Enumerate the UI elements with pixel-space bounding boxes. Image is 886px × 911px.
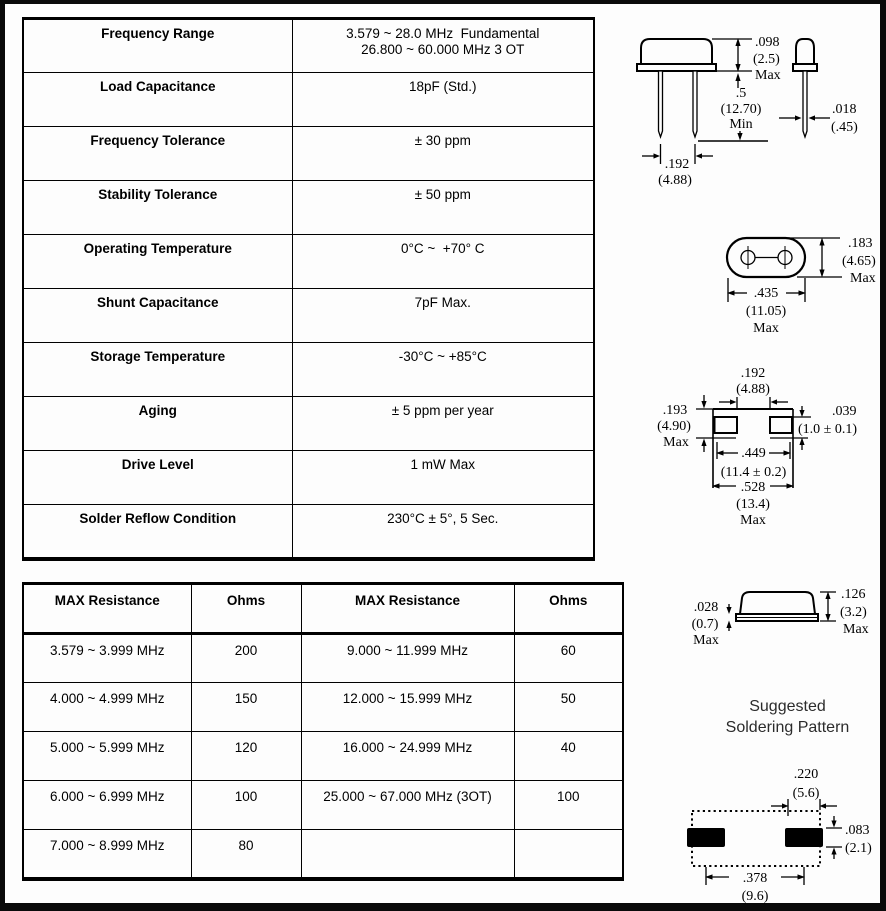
- dim-label: Max: [843, 622, 869, 637]
- soldering-pattern-title: [705, 696, 870, 738]
- lead-pin: [693, 71, 697, 137]
- spec-label: Operating Temperature: [23, 235, 292, 289]
- spec-table: [22, 17, 595, 561]
- spec-label: Storage Temperature: [23, 343, 292, 397]
- dim-label: (9.6): [741, 889, 769, 904]
- spec-value-line: 26.800 ~ 60.000 MHz 3 OT: [361, 42, 525, 57]
- spec-label: Solder Reflow Condition: [23, 505, 292, 559]
- smd-profile-drawing: [630, 582, 885, 662]
- dim-label: .028: [693, 600, 719, 615]
- dim-label: (4.88): [658, 173, 692, 188]
- spec-label: Aging: [23, 397, 292, 451]
- ohms-cell: 120: [191, 732, 301, 781]
- spec-value-line: 3.579 ~ 28.0 MHz Fundamental: [346, 26, 540, 41]
- dim-label: (11.4 ± 0.2): [720, 465, 787, 480]
- spec-value: -30°C ~ +85°C: [292, 343, 594, 397]
- dim-label: .018: [832, 102, 857, 117]
- dim-label: (0.7): [691, 617, 719, 632]
- dim-label: .083: [845, 823, 870, 838]
- dim-label: (4.65): [842, 254, 876, 269]
- dim-label: .5: [735, 86, 747, 101]
- pad-height-dimension: [826, 816, 872, 859]
- spec-label: Shunt Capacitance: [23, 289, 292, 343]
- dim-label: (2.1): [845, 841, 872, 856]
- ohms-cell: 100: [191, 781, 301, 830]
- dim-label: (11.05): [745, 304, 787, 319]
- spec-label: Drive Level: [23, 451, 292, 505]
- freq-range-cell: 7.000 ~ 8.999 MHz: [23, 830, 191, 879]
- spec-value: 1 mW Max: [292, 451, 594, 505]
- crystal-side-view: [793, 39, 817, 137]
- dim-label: Max: [693, 633, 719, 648]
- spec-value: 7pF Max.: [292, 289, 594, 343]
- table-row: [23, 19, 594, 73]
- freq-range-cell: 6.000 ~ 6.999 MHz: [23, 781, 191, 830]
- freq-range-cell: 25.000 ~ 67.000 MHz (3OT): [301, 781, 514, 830]
- table-header-row: [23, 584, 623, 634]
- soldering-pattern-drawing: [630, 759, 885, 909]
- lead-diameter-dimension: [779, 102, 858, 135]
- pattern-outline: [687, 811, 823, 866]
- freq-range-cell: [301, 830, 514, 879]
- solder-pad: [785, 828, 823, 847]
- dim-label: .098: [755, 35, 780, 50]
- dim-label: (12.70): [720, 102, 762, 117]
- column-header: MAX Resistance: [301, 584, 514, 634]
- soldering-pattern-title-line: Suggested: [749, 698, 826, 715]
- freq-range-cell: 12.000 ~ 15.999 MHz: [301, 683, 514, 732]
- dim-label: .378: [742, 871, 768, 886]
- table-row: [23, 683, 623, 732]
- ohms-cell: 150: [191, 683, 301, 732]
- spec-label: Stability Tolerance: [23, 181, 292, 235]
- dim-label: .126: [841, 587, 866, 602]
- column-header: Ohms: [514, 584, 623, 634]
- dim-label: .192: [740, 366, 766, 381]
- pad-width-dimension: [771, 767, 837, 816]
- dim-label: .220: [793, 767, 819, 782]
- bent-lead: [715, 417, 738, 433]
- table-row: [23, 181, 594, 235]
- soldering-pattern-title-line: Soldering Pattern: [725, 719, 850, 736]
- dim-label: (4.88): [736, 382, 770, 397]
- ohms-cell: 60: [514, 634, 623, 683]
- ohms-cell: 40: [514, 732, 623, 781]
- dim-label: (1.0 ± 0.1): [798, 422, 858, 437]
- lead-span-dimension: [716, 442, 791, 480]
- lead-pin: [659, 71, 663, 137]
- spec-value: 230°C ± 5°, 5 Sec.: [292, 505, 594, 559]
- formed-lead-drawing: [630, 362, 885, 534]
- solder-pad: [687, 828, 725, 847]
- crystal-top-view-drawing: [635, 232, 885, 338]
- standoff-dimension: [692, 600, 732, 648]
- spec-value: [292, 19, 594, 73]
- height-dimension: [820, 587, 869, 637]
- lead-spacing-dimension: [642, 144, 713, 188]
- ohms-cell: 100: [514, 781, 623, 830]
- table-row: [23, 343, 594, 397]
- dim-label: .183: [848, 236, 873, 251]
- freq-range-cell: 3.579 ~ 3.999 MHz: [23, 634, 191, 683]
- table-row: [23, 235, 594, 289]
- pad-pitch-dimension: [705, 867, 805, 904]
- freq-range-cell: 4.000 ~ 4.999 MHz: [23, 683, 191, 732]
- dim-label: Max: [753, 321, 779, 336]
- spec-label: Frequency Range: [23, 19, 292, 73]
- dim-label: Max: [755, 68, 781, 83]
- table-row: [23, 289, 594, 343]
- dim-label: (4.90): [657, 419, 691, 434]
- freq-range-cell: 5.000 ~ 5.999 MHz: [23, 732, 191, 781]
- profile-outline: [736, 592, 818, 621]
- column-header: MAX Resistance: [23, 584, 191, 634]
- ohms-cell: 200: [191, 634, 301, 683]
- resistance-table: [22, 582, 624, 881]
- table-row: [23, 73, 594, 127]
- spec-value: ± 50 ppm: [292, 181, 594, 235]
- ohms-cell: [514, 830, 623, 879]
- dim-label: (13.4): [736, 497, 770, 512]
- table-row: [23, 505, 594, 559]
- body-length-dimension: [727, 278, 806, 336]
- overall-length-dimension: [712, 480, 794, 528]
- dim-label: Max: [663, 435, 689, 450]
- spec-value: ± 30 ppm: [292, 127, 594, 181]
- bent-lead: [770, 417, 792, 433]
- column-header: Ohms: [191, 584, 301, 634]
- dim-label: .193: [662, 403, 688, 418]
- dim-label: Max: [850, 271, 876, 286]
- dim-label: .449: [741, 446, 766, 461]
- spec-label: Load Capacitance: [23, 73, 292, 127]
- crystal-package-front-side-drawing: [635, 16, 885, 206]
- dim-label: .192: [664, 157, 690, 172]
- dim-label: (3.2): [840, 605, 867, 620]
- crystal-front-view: [637, 39, 716, 137]
- freq-range-cell: 16.000 ~ 24.999 MHz: [301, 732, 514, 781]
- lead-pin: [803, 71, 807, 137]
- cap-height-dimension: [712, 35, 781, 83]
- dim-label: .039: [832, 404, 857, 419]
- ohms-cell: 80: [191, 830, 301, 879]
- spec-value: 0°C ~ +70° C: [292, 235, 594, 289]
- dim-label: .435: [753, 286, 779, 301]
- table-row: [23, 781, 623, 830]
- spec-value: ± 5 ppm per year: [292, 397, 594, 451]
- body-height-dimension: [657, 395, 713, 452]
- dim-label: (.45): [831, 120, 858, 135]
- table-row: [23, 127, 594, 181]
- spec-value: 18pF (Std.): [292, 73, 594, 127]
- table-row: [23, 451, 594, 505]
- dim-label: (2.5): [753, 52, 780, 67]
- freq-range-cell: 9.000 ~ 11.999 MHz: [301, 634, 514, 683]
- table-row: [23, 397, 594, 451]
- table-row: [23, 732, 623, 781]
- top-view-outline: [727, 238, 805, 277]
- table-row: [23, 634, 623, 683]
- dim-label: Min: [729, 117, 753, 132]
- spec-label: Frequency Tolerance: [23, 127, 292, 181]
- dim-label: (5.6): [792, 786, 820, 801]
- ohms-cell: 50: [514, 683, 623, 732]
- table-row: [23, 830, 623, 879]
- inner-spacing-dimension: [719, 366, 788, 408]
- lead-thickness-dimension: [793, 404, 857, 450]
- dim-label: Max: [740, 513, 766, 528]
- lead-length-dimension: [698, 73, 768, 141]
- dim-label: .528: [740, 480, 766, 495]
